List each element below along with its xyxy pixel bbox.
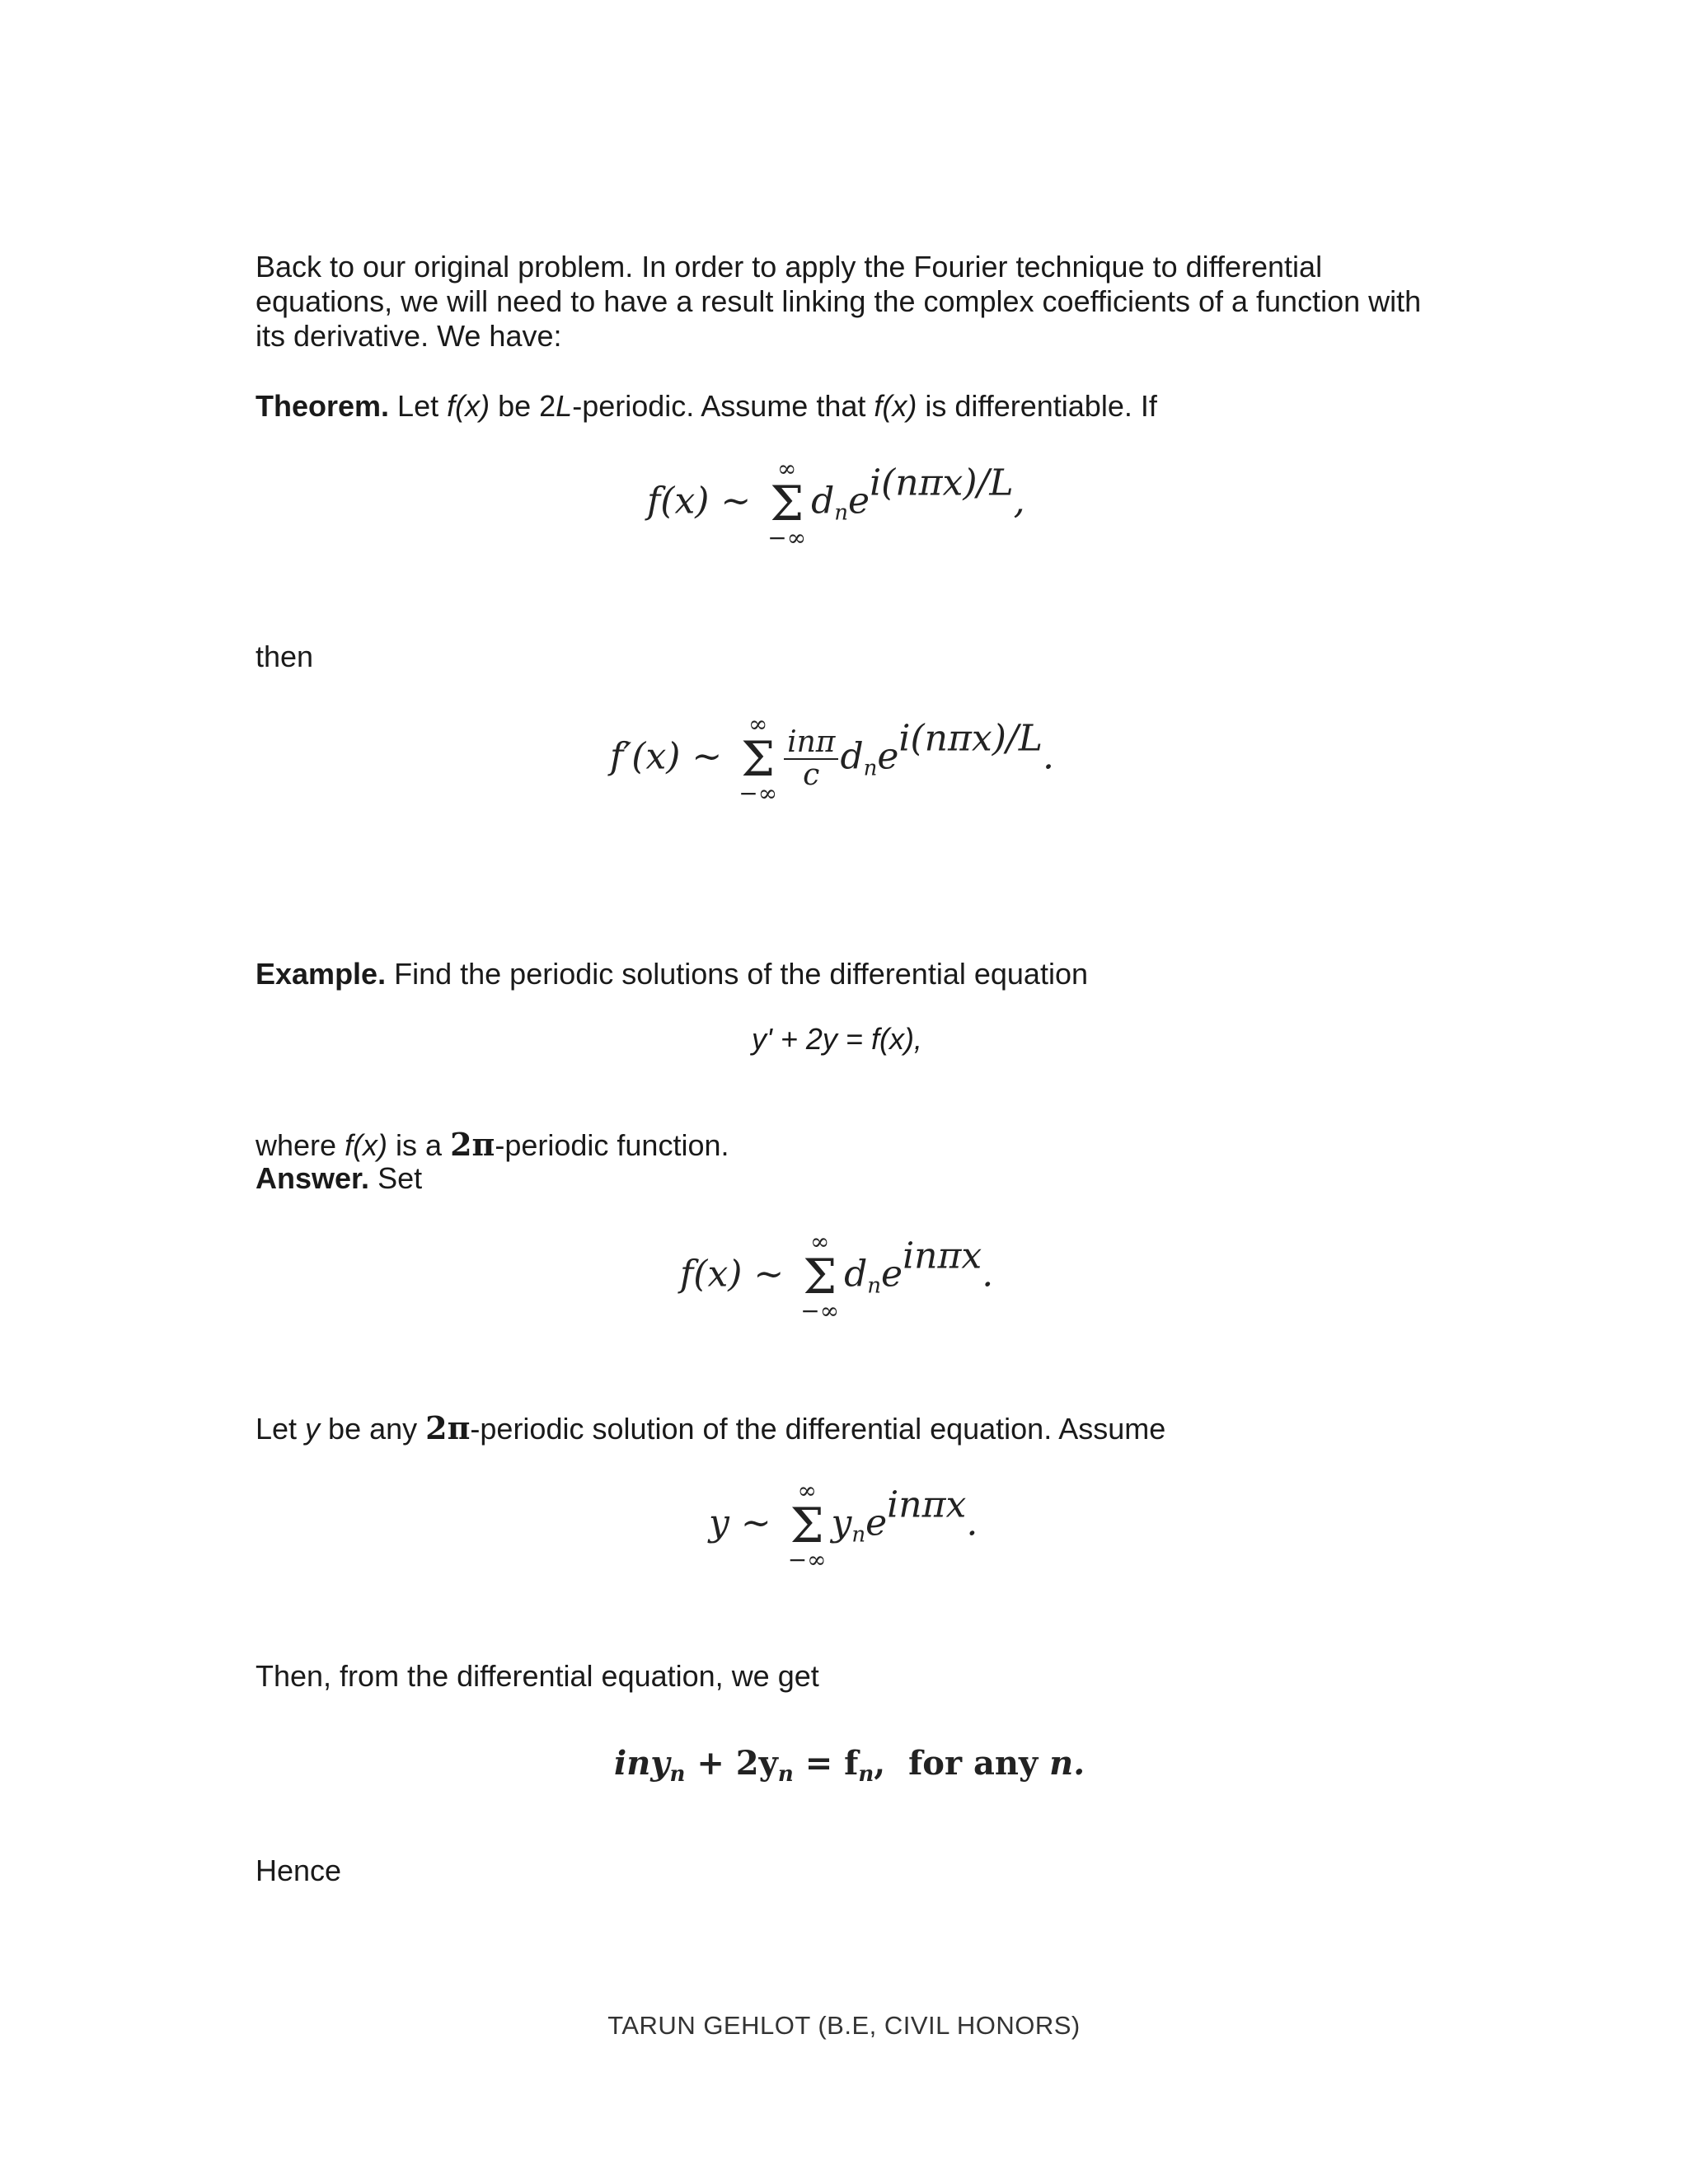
equation-fourier-series: f(x) ~ ∞ Σ −∞ $d_nei(n\pi x)/L$,	[647, 455, 1025, 551]
sum-symbol: ∞ Σ −∞	[738, 710, 778, 807]
answer-label: Answer.	[256, 1161, 370, 1195]
equation-coefficients: $iny_n + 2y_n = f_n$, for any n.	[614, 1744, 1085, 1787]
theorem-statement: Theorem. Let f(x) be 2L-periodic. Assume that f(x) is differentiable. If	[256, 389, 1157, 423]
let-y-statement: Let y be any 2π-periodic solution of the differential equation. Assume	[256, 1409, 1166, 1446]
theorem-label: Theorem.	[256, 389, 390, 423]
sum-symbol: ∞ Σ −∞	[800, 1228, 840, 1324]
then-text: then	[256, 640, 314, 673]
equation-f-series: f(x) ~ ∞ Σ −∞ $d_nein\pi x$.	[680, 1228, 994, 1324]
function-fx: f(x)	[447, 389, 490, 423]
example-statement: Example. Find the periodic solutions of the differential equation	[256, 957, 1088, 991]
page-footer: TARUN GEHLOT (B.E, CIVIL HONORS)	[607, 2011, 1081, 2040]
example-label: Example.	[256, 957, 387, 991]
equation-derivative-series: f′(x) ~ ∞ Σ −∞ $\frac{\text{inπ}}{c}$ $d_nei(n\pi x)/L$.	[610, 710, 1054, 807]
hence-text: Hence	[256, 1854, 342, 1887]
sum-symbol: ∞ Σ −∞	[767, 455, 807, 551]
answer-statement: Answer. Set	[256, 1161, 423, 1195]
differential-equation: y' + 2y = f(x),	[752, 1022, 922, 1056]
where-statement: where f(x) is a 2π-periodic function.	[256, 1126, 729, 1163]
sum-symbol: ∞ Σ −∞	[787, 1477, 827, 1573]
then-from-text: Then, from the differential equation, we get	[256, 1659, 819, 1693]
equation-y-series: y ~ ∞ Σ −∞ $y_nein\pi x$.	[709, 1477, 978, 1573]
intro-paragraph: Back to our original problem. In order to apply the Fourier technique to differential equations, we will need to have a result linking the complex coefficients of a function with its derivative. We have:	[256, 250, 1422, 353]
fraction: $\frac{\text{inπ}}{c}$	[784, 727, 838, 791]
